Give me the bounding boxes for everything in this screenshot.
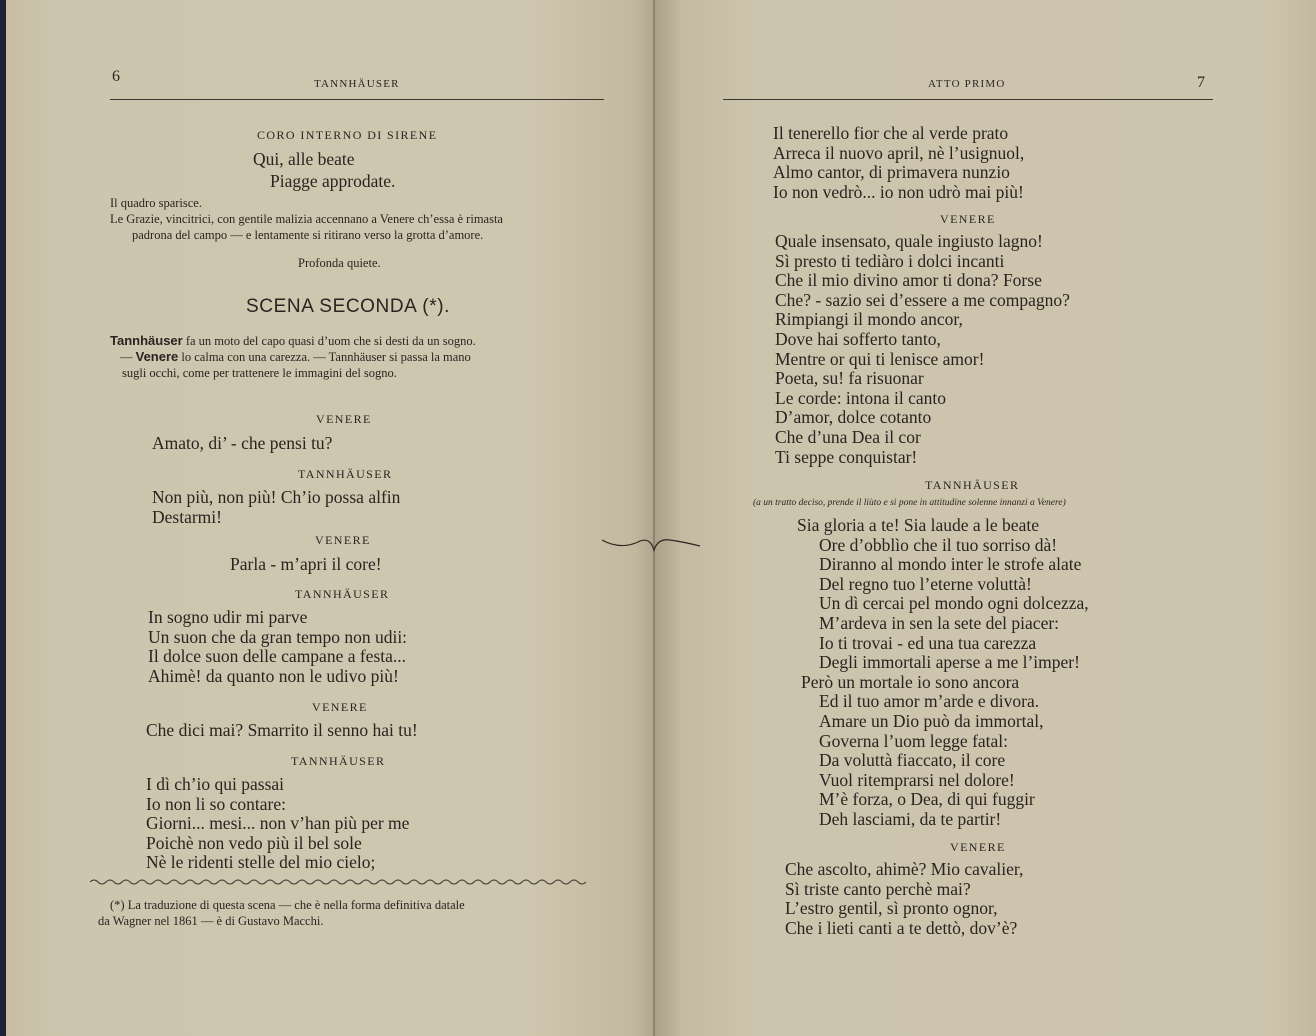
scene-direction: Tannhäuser fa un moto del capo quasi d’uom che si desti da un sogno.: [110, 333, 476, 348]
verse-block: [230, 555, 382, 575]
verse-line: Ahimè! da quanto non le udivo più!: [148, 665, 399, 686]
speaker-name: VENERE: [315, 533, 371, 547]
verse-line: Che? - sazio sei d’essere a me compagno?: [775, 289, 1070, 310]
speaker-name: TANNHÄUSER: [295, 587, 390, 601]
verse-line: Governa l’uom legge fatal:: [819, 730, 1009, 751]
stage-direction: Il quadro sparisce.: [110, 196, 202, 210]
page-number: 7: [1197, 74, 1205, 91]
character-name: Tannhäuser: [110, 333, 183, 348]
verse-line: Che d’una Dea il cor: [775, 426, 921, 447]
verse-line: Da voluttà fiaccato, il core: [819, 750, 1006, 771]
verse-line: Dove hai sofferto tanto,: [775, 328, 941, 349]
verse-line: Del regno tuo l’eterne voluttà!: [819, 573, 1032, 594]
verse-line: L’estro gentil, sì pronto ognor,: [785, 898, 998, 919]
verse-block: [773, 124, 1024, 202]
verse-line: Destarmi!: [152, 506, 222, 527]
verse-line: Parla - m’apri il core!: [230, 554, 382, 574]
running-title: TANNHÄUSER: [314, 78, 400, 90]
verse-line: Sia gloria a te! Sia laude a le beate: [797, 515, 1039, 535]
verse-line: Che dici mai? Smarrito il senno hai tu!: [146, 720, 418, 740]
scene-direction: — Venere lo calma con una carezza. — Tannhäuser si passa la mano: [120, 349, 471, 364]
verse-line: Un suon che da gran tempo non udii:: [148, 626, 408, 647]
verse-line: Che ascolto, ahimè? Mio cavalier,: [785, 859, 1024, 879]
verse-line: Amare un Dio può da immortal,: [819, 710, 1044, 731]
verse-line: M’ardeva in sen la sete del piacer:: [819, 612, 1060, 633]
verse-block: [148, 608, 407, 686]
verse-block: [146, 721, 418, 741]
verse-line: Degli immortali aperse a me l’imper!: [819, 652, 1080, 673]
header-rule: [110, 99, 604, 100]
speaker-name: TANNHÄUSER: [298, 467, 393, 481]
verse-line: Mentre or qui ti lenisce amor!: [775, 348, 985, 369]
footnote-rule: [90, 876, 586, 888]
speaker-name: TANNHÄUSER: [925, 478, 1020, 492]
verse-line: Io non li so contare:: [146, 793, 286, 814]
footnote: da Wagner nel 1861 — è di Gustavo Macchi.: [98, 914, 324, 928]
verse-line: Poeta, su! fa risuonar: [775, 368, 924, 389]
verse-line: Vuol ritemprarsi nel dolore!: [819, 769, 1015, 790]
verse-line: Che i lieti canti a te dettò, dov’è?: [785, 917, 1018, 938]
verse-line: Quale insensato, quale ingiusto lagno!: [775, 231, 1043, 251]
verse-block: [797, 516, 1089, 830]
verse-line: Nè le ridenti stelle del mio cielo;: [146, 852, 376, 873]
verse-line: Ore d’obblìo che il tuo sorriso dà!: [819, 534, 1058, 555]
verse-line: Io ti trovai - ed una tua carezza: [819, 632, 1037, 653]
scene-direction: sugli occhi, come per trattenere le immagini del sogno.: [122, 366, 397, 380]
header-rule: [723, 99, 1213, 100]
verse-line: Il dolce suon delle campane a festa...: [148, 646, 407, 667]
verse-block: [152, 488, 400, 527]
verse-line: Diranno al mondo inter le strofe alate: [819, 554, 1082, 575]
verse-line: M’è forza, o Dea, di qui fuggir: [819, 789, 1035, 810]
verse-line: D’amor, dolce cotanto: [775, 407, 932, 428]
verse-line: Il tenerello fior che al verde prato: [773, 123, 1009, 143]
verse-line: Io non vedrò... io non udrò mai più!: [773, 181, 1024, 202]
speaker-name: VENERE: [940, 212, 996, 226]
verse-line: Un dì cercai pel mondo ogni dolcezza,: [819, 593, 1089, 614]
footnote: (*) La traduzione di questa scena — che è nella forma definitiva datale: [110, 898, 465, 912]
verse-line: Ed il tuo amor m’arde e divora.: [819, 691, 1040, 712]
verse-line: Però un mortale io sono ancora: [801, 671, 1020, 692]
verse-block: [152, 434, 332, 454]
verse-line: Almo cantor, di primavera nunzio: [773, 162, 1010, 183]
speaker-name: VENERE: [950, 840, 1006, 854]
verse-line: Sì presto ti tediàro i dolci incanti: [775, 250, 1005, 271]
binding-thread: [600, 532, 704, 556]
character-name: Venere: [135, 349, 179, 364]
speaker-name: VENERE: [312, 700, 368, 714]
verse-line: Non più, non più! Ch’io possa alfin: [152, 487, 401, 507]
verse-line: Sì triste canto perchè mai?: [785, 878, 971, 899]
right-page: [655, 0, 1316, 1036]
verse-line: Giorni... mesi... non v’han più per me: [146, 813, 410, 834]
verse-line: Deh lasciami, da te partir!: [819, 808, 1002, 829]
scene-title: SCENA SECONDA (*).: [246, 296, 451, 317]
verse-block: [785, 860, 1023, 938]
chorus-line: Piagge approdate.: [270, 171, 396, 191]
verse-block: [775, 232, 1070, 467]
verse-line: Le corde: intona il canto: [775, 387, 947, 408]
verse-line: I dì ch’io qui passai: [146, 774, 285, 794]
verse-block: [146, 775, 409, 873]
stage-direction: Profonda quiete.: [298, 256, 381, 270]
page-number: 6: [112, 68, 120, 85]
stage-direction: Le Grazie, vincitrici, con gentile malizia accennano a Venere ch’essa è rimasta: [110, 212, 503, 226]
verse-line: Arreca il nuovo april, nè l’usignuol,: [773, 142, 1025, 163]
verse-line: In sogno udir mi parve: [148, 607, 308, 627]
verse-line: Che il mio divino amor ti dona? Forse: [775, 270, 1042, 291]
verse-line: Amato, di’ - che pensi tu?: [152, 433, 333, 453]
verse-line: Rimpiangi il mondo ancor,: [775, 309, 963, 330]
running-title: ATTO PRIMO: [928, 78, 1006, 90]
speaker-name: VENERE: [316, 412, 372, 426]
chorus-heading: CORO INTERNO DI SIRENE: [257, 128, 438, 142]
stage-direction: (a un tratto deciso, prende il liùto e si pone in attitudine solenne innanzi a Venere): [753, 498, 1066, 508]
verse-line: Poichè non vedo più il bel sole: [146, 832, 362, 853]
verse-line: Ti seppe conquistar!: [775, 446, 918, 467]
chorus-line: Qui, alle beate: [253, 149, 355, 169]
speaker-name: TANNHÄUSER: [291, 754, 386, 768]
stage-direction: padrona del campo — e lentamente si ritirano verso la grotta d’amore.: [132, 228, 484, 242]
